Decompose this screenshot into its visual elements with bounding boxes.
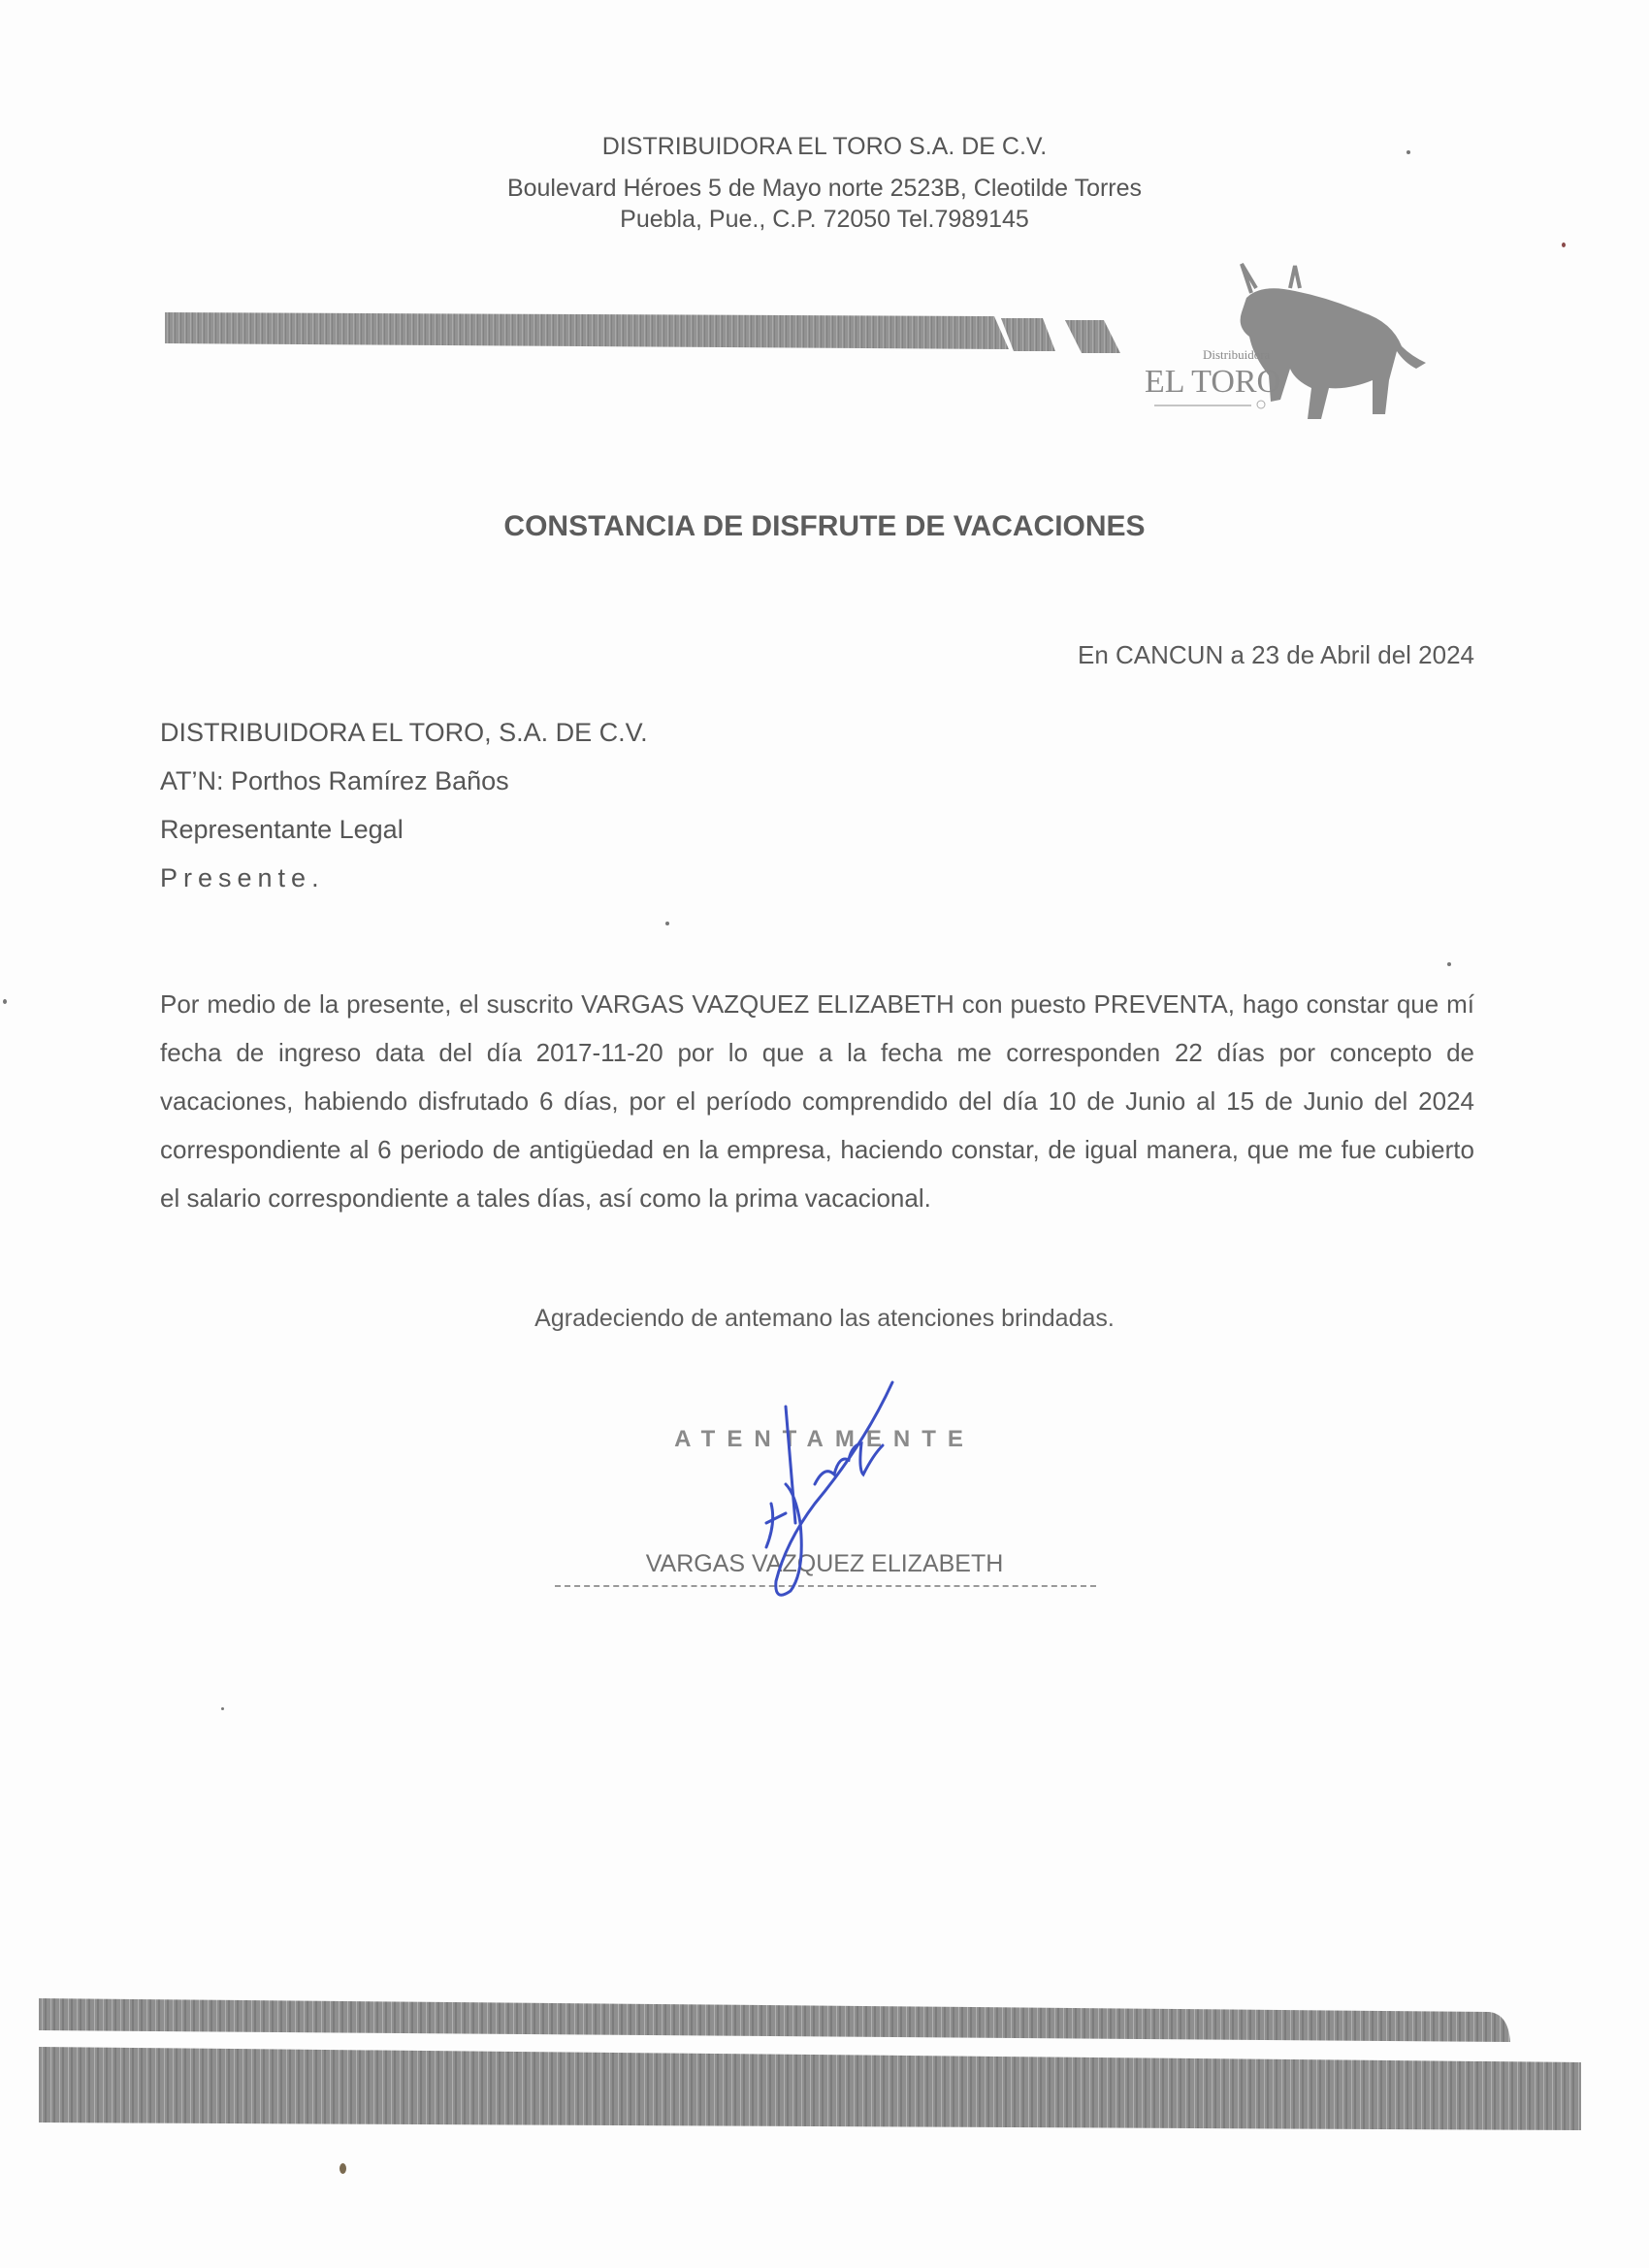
scan-speck	[1447, 962, 1451, 966]
company-logo	[1135, 254, 1445, 429]
addressee-block	[160, 708, 648, 902]
address-line-1: Boulevard Héroes 5 de Mayo norte 2523B, Cleotilde Torres	[506, 175, 1143, 202]
address-line-2: Puebla, Pue., C.P. 72050 Tel.7989145	[620, 206, 1029, 233]
addressee-attention: AT’N: Porthos Ramírez Baños	[160, 766, 509, 795]
registered-mark-icon	[1257, 401, 1265, 408]
logo-brand: EL TORO	[1145, 364, 1281, 400]
closing: ATENTAMENTE	[674, 1426, 975, 1452]
addressee-company: DISTRIBUIDORA EL TORO, S.A. DE C.V.	[160, 718, 648, 747]
thanks-line: Agradeciendo de antemano las atenciones brindadas.	[534, 1305, 1115, 1332]
addressee-role: Representante Legal	[160, 815, 404, 844]
logo-small-text: Distribuidora	[1203, 347, 1271, 362]
letterhead-company: DISTRIBUIDORA EL TORO S.A. DE C.V.	[601, 133, 1048, 160]
dateline: En CANCUN a 23 de Abril del 2024	[1077, 640, 1474, 669]
header-decorative-bar	[165, 310, 1125, 353]
scan-speck	[340, 2163, 346, 2174]
signer-name: VARGAS VAZQUEZ ELIZABETH	[645, 1550, 1004, 1577]
scan-speck	[221, 1707, 224, 1710]
scan-speck	[1406, 150, 1410, 154]
addressee-greeting: Presente.	[160, 863, 325, 892]
scan-speck	[665, 922, 669, 925]
letterhead-address	[0, 173, 1649, 235]
scan-speck	[1562, 243, 1566, 247]
bull-icon	[1135, 254, 1445, 429]
scan-speck	[3, 999, 7, 1004]
document-title: CONSTANCIA DE DISFRUTE DE VACACIONES	[503, 510, 1146, 542]
body-paragraph: Por medio de la presente, el suscrito VARGAS VAZQUEZ ELIZABETH con puesto PREVENTA, hago constar que mí fecha de ingreso data del día 2017-11-20 por lo que a la fecha me corresponden 22 días por concepto de vacaciones, habiendo disfrutado 6 días, por el período comprendido del día 10 de Junio al 15 de Junio del 2024 correspondiente al 6 periodo de antigüedad en la empresa, haciendo constar, de igual manera, que me fue cubierto el salario correspondiente a tales días, así como la prima vacacional.	[160, 989, 1474, 1213]
handwritten-signature	[747, 1377, 902, 1601]
footer-decorative-bar	[39, 1998, 1591, 2134]
